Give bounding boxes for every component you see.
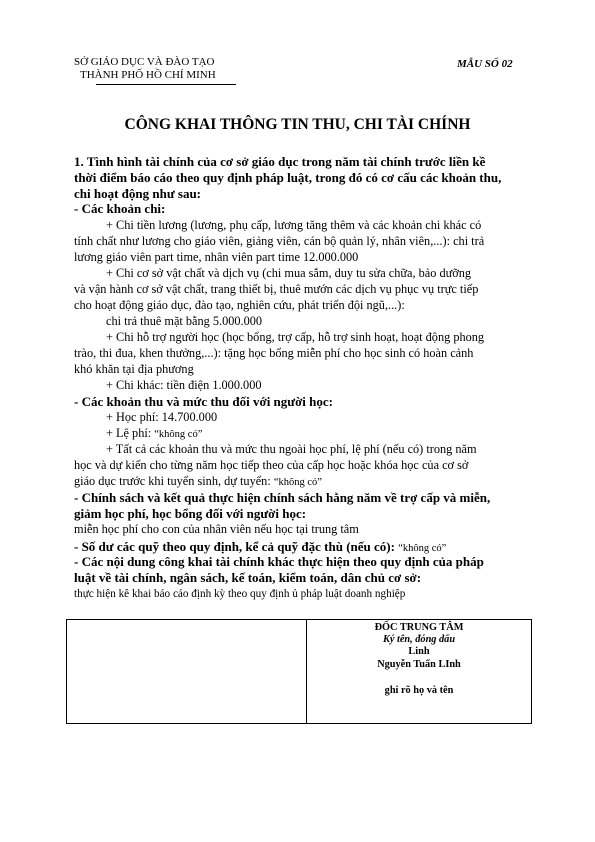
salary-line-2: tính chất như lương cho giáo viên, giảng viên, cán bộ quản lý, nhân viên,...): chi trả [74, 234, 485, 248]
revenue-heading: - Các khoản thu và mức thu đối với người học: [74, 394, 333, 409]
facility-line-3: cho hoạt động giáo dục, đào tạo, nghiên cứu, phát triển đội ngũ,...): [74, 298, 405, 312]
salary-line-3: lương giáo viên part time, nhân viên part time 12.000.000 [74, 250, 359, 264]
policy-text: miễn học phí cho con của nhân viên nếu học tại trung tâm [74, 522, 359, 536]
signature-instruction: Ký tên, đóng dấu [382, 634, 456, 645]
other-disclosure-line-1: - Các nội dung công khai tài chính khác thực hiện theo quy định của pháp [74, 554, 484, 569]
funds-value: “không có” [398, 543, 447, 554]
section-heading-line-2: thời điểm báo cáo theo quy định pháp luật, trong đó có cơ cấu các khoản thu, [74, 170, 502, 185]
signature-table [66, 619, 532, 724]
header-underline [96, 84, 236, 85]
facility-line-1: + Chi cơ sở vật chất và dịch vụ (chi mua sắm, duy tu sửa chữa, bảo dưỡng [106, 266, 472, 280]
other-revenue-line-1: + Tất cả các khoản thu và mức thu ngoài học phí, lệ phí (nếu có) trong năm [106, 442, 477, 456]
signature-full-name: Nguyễn Tuấn LInh [377, 659, 461, 670]
learner-support-line-2: trào, thi đua, khen thưởng,...): tặng học bổng miễn phí cho học sinh có hoàn cảnh [74, 346, 474, 360]
other-revenue-line-2: học và dự kiến cho từng năm học tiếp theo của cấp học hoặc khóa học của cơ sở [74, 458, 469, 472]
learner-support-line-1: + Chi hỗ trợ người học (học bổng, trợ cấp, hỗ trợ sinh hoạt, hoạt động phong [106, 330, 485, 344]
policy-heading-line-2: giảm học phí, học bổng đối với người học: [74, 506, 307, 521]
signature-position: ĐỐC TRUNG TÂM [374, 622, 464, 633]
facility-line-4: chi trả thuê mặt bằng 5.000.000 [106, 314, 263, 328]
fee-label: + Lệ phí: [106, 426, 155, 440]
section-heading-line-1: 1. Tình hình tài chính của cơ sở giáo dục trong năm tài chính trước liền kề [74, 154, 486, 169]
department-line-2: THÀNH PHỐ HỒ CHÍ MINH [80, 69, 216, 81]
learner-support-line-3: khó khăn tại địa phương [74, 362, 194, 376]
page-title: CÔNG KHAI THÔNG TIN THU, CHI TÀI CHÍNH [124, 116, 471, 133]
salary-line-1: + Chi tiền lương (lương, phụ cấp, lương tăng thêm và các khoản chi khác có [106, 218, 482, 232]
expenses-heading: - Các khoản chi: [74, 201, 166, 216]
other-revenue-line-3-text: giáo dục trước khi tuyển sinh, dự tuyển: [74, 474, 274, 488]
section-heading-line-3: chi hoạt động như sau: [74, 186, 202, 201]
signature-name: Linh [408, 646, 430, 657]
other-revenue-value: “không có” [273, 477, 322, 488]
policy-heading-line-1: - Chính sách và kết quả thực hiện chính sách hằng năm về trợ cấp và miễn, [74, 490, 491, 505]
other-disclosure-text: thực hiện kê khai báo cáo định kỳ theo quy định ủ pháp luật doanh nghiệp [74, 588, 406, 600]
fee-value: “không có” [154, 429, 203, 440]
facility-line-2: và vận hành cơ sở vật chất, trang thiết bị, thuê mướn các dịch vụ phục vụ trực tiếp [74, 282, 479, 296]
other-revenue-line-3 [74, 474, 322, 491]
other-disclosure-line-2: luật về tài chính, ngân sách, kế toán, kiểm toán, dân chủ cơ sở: [74, 570, 422, 585]
tuition: + Học phí: 14.700.000 [106, 410, 218, 424]
form-number: MẪU SỐ 02 [457, 58, 513, 70]
funds-heading: - Số dư các quỹ theo quy định, kể cả quỹ đặc thù (nếu có): [74, 539, 399, 554]
other-expense: + Chi khác: tiền điện 1.000.000 [106, 378, 262, 392]
signature-note: ghi rõ họ và tên [384, 685, 454, 696]
fee-line [106, 426, 202, 443]
department-line-1: SỞ GIÁO DỤC VÀ ĐÀO TẠO [74, 56, 215, 68]
